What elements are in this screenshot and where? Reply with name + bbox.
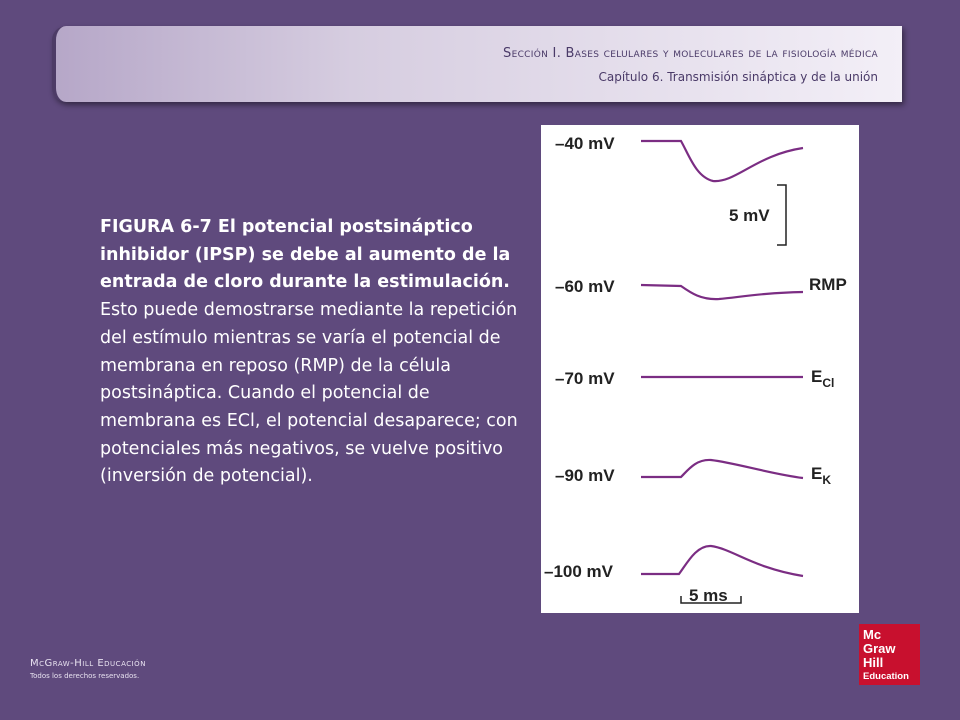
logo-text-mc: Mc <box>863 627 882 642</box>
trace-minus40 <box>641 141 803 181</box>
label-ecl: $E_{Cl}$ <box>811 367 835 390</box>
caption-heading: FIGURA 6-7 El potencial postsináptico inhibidor (IPSP) se debe al aumento de la entrada de cloro durante la estimulación. <box>100 217 511 293</box>
label-minus70: –70 mV <box>555 369 615 388</box>
rights-notice: Todos los derechos reservados. <box>30 672 140 680</box>
figure-caption <box>100 214 525 491</box>
label-minus40: –40 mV <box>555 134 615 153</box>
label-minus60: –60 mV <box>555 277 615 296</box>
scale-voltage-label: 5 mV <box>729 206 770 225</box>
publisher-name: McGraw-Hill Educación <box>30 658 146 669</box>
chapter-subtitle: Capítulo 6. Transmisión sináptica y de la unión <box>598 70 878 84</box>
scale-bar-voltage <box>777 185 786 245</box>
ipsp-traces-diagram <box>541 125 859 613</box>
label-minus100: –100 mV <box>544 562 613 581</box>
label-minus90: –90 mV <box>555 466 615 485</box>
section-title: Sección I. Bases celulares y moleculares de la fisiología médica <box>503 46 878 61</box>
label-ek: $E_K$ <box>811 464 832 487</box>
caption-body: Esto puede demostrarse mediante la repetición del estímulo mientras se varía el potencial de membrana en reposo (RMP) de la célula postsináptica. Cuando el potencial de membrana es ECl, el potencial desaparece; con potenciales más negativos, se vuelve positivo (inversión de potencial). <box>100 300 518 487</box>
header-banner <box>52 26 902 102</box>
logo-text-education: Education <box>863 671 909 682</box>
ipsp-figure <box>541 125 859 613</box>
logo-text-hill: Hill <box>863 655 884 670</box>
mcgraw-hill-logo <box>859 624 920 685</box>
logo-text-graw: Graw <box>863 641 896 656</box>
trace-minus60 <box>641 285 803 299</box>
label-rmp: RMP <box>809 275 847 294</box>
trace-minus100 <box>641 546 803 576</box>
publisher-footer <box>30 658 146 680</box>
trace-minus90 <box>641 460 803 478</box>
scale-time-label: 5 ms <box>689 586 728 605</box>
